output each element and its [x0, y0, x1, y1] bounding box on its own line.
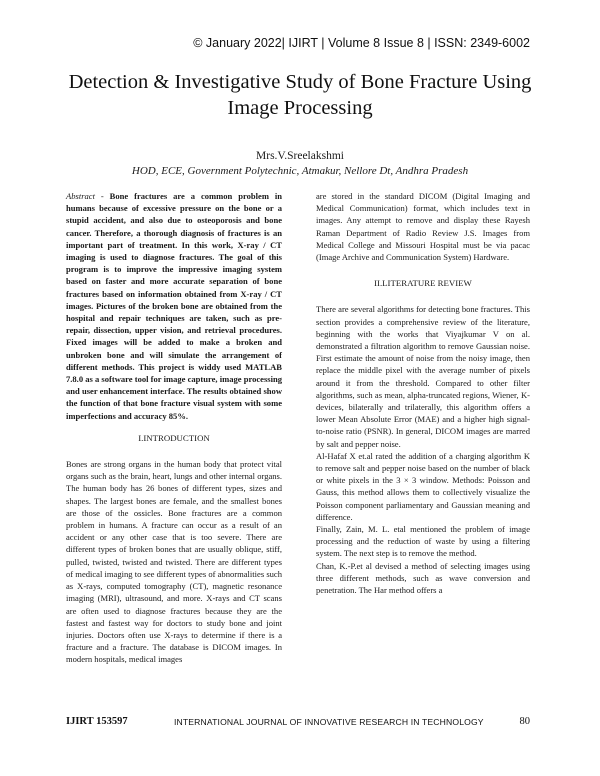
abstract-text: Bone fractures are a common problem in humans because of excessive pressure on the bone or a stupid accident, and also due to osteoporosis and bone cancer. Therefore, a thorough diagnosis of fractures is an important part of treatment. In this work, X-ray / CT imaging is used to diagnose fractures. The goal of this program is to improve the impressive imaging system based on faster and more accurate separation of bone fractures based on information obtained from X-ray / CT images. Pictures of the broken bone are obtained from the hospital and repair techniques are taken, such as pre-repair, dissection, upper vision, and retrieval procedures. Fixed images will be added to make a broken and unbroken bone and will simulate the arrangement of different methods. This project is widdy used MATLAB 7.8.0 as a software tool for image capture, image processing and user enhancement interface. The results obtained show the function of that bone fracture visual system with some imperfections and accuracy 85%.	[66, 191, 282, 421]
journal-citation-header: © January 2022| IJIRT | Volume 8 Issue 8 | ISSN: 2349-6002	[193, 36, 530, 50]
author-affiliation: HOD, ECE, Government Polytechnic, Atmakur, Nellore Dt, Andhra Pradesh	[131, 165, 469, 177]
introduction-continued-text: are stored in the standard DICOM (Digital Imaging and Medical Communication) format, which includes text in images. Any attempt to remove and display these Rayesh Raman Department of Radio Review J.S. Images from Medical College and Missouri Hospital must be via pacac (Image Archive and Communication System) Hardware.	[316, 191, 530, 263]
author-name: Mrs.V.Sreelakshmi	[256, 150, 344, 162]
left-column	[66, 190, 282, 666]
right-column	[316, 190, 530, 596]
literature-paragraph-1: There are several algorithms for detecting bone fractures. This section provides a comprehensive review of the literature, beginning with the works that Viyajkumar V on al. demonstrated a filtration algorithm to remove Gaussian noise. First estimate the amount of noise from the noisy image, then replace the middle pixel with the average number of pixels around it from the threshold. Compared to other filter algorithms, such as mean, alpha-truncated regions, Wiener, K-devices, bilaterally and trilaterally, this algorithm offers a lower Mean Absolute Error (MAE) and a higher high signal-to-noise ratio (PSNR). In general, DICOM images are marred by salt and pepper noise.	[316, 304, 530, 449]
page-number: 80	[519, 716, 530, 727]
literature-paragraph-2: Al-Hafaf X et.al rated the addition of a charging algorithm K to remove salt and pepper noise based on the number of black or white pixels in the 3 × 3 window. Methods: Poisson and Gauss, this method allows them to collectively visualize the Poisson component parliamentary and Gaussian meaning and difference.	[316, 450, 530, 522]
literature-review-heading: II.LITERATURE REVIEW	[374, 278, 472, 289]
introduction-heading: I.INTRODUCTION	[138, 432, 210, 443]
abstract	[66, 190, 282, 422]
introduction-text: Bones are strong organs in the human body that protect vital organs such as the brain, heart, lungs and other internal organs. The human body has 26 bones of different types, sizes and shapes. The largest bones are female, and the smallest bones are those of the ossicles. Bone fractures are a common problem in humans. A fracture can occur as a result of an accident or any other case that is too severe. There are different types of broken bones that are usually oblique, stiff, pulled, twisted, twisted and twisted. There are different types of medical imaging to see different types of abnormalities such as X-rays, computed tomography (CT), magnetic resonance imaging (MRI), ultrasound, and more. X-rays and CT scans are often used to diagnose fractures because they are the fastest and fastest way for doctors to study bone and joint injuries. Doctors often use X-rays to determine if there is a fracture and a fracture. The database is DICOM images. In modern hospitals, medical images	[66, 459, 282, 665]
paper-id: IJIRT 153597	[66, 716, 128, 727]
literature-paragraph-3: Finally, Zain, M. L. etal mentioned the problem of image processing and the reduction of waste by using a filtering system. The next step is to remove the method.	[316, 524, 530, 559]
paper-title: Detection & Investigative Study of Bone Fracture Using Image Processing	[68, 71, 532, 119]
abstract-label: Abstract -	[66, 191, 104, 201]
literature-paragraph-4: Chan, K.-P.et al devised a method of selecting images using three different methods, such as wave conversion and penetration. The Har method offers a	[316, 560, 530, 596]
journal-name: INTERNATIONAL JOURNAL OF INNOVATIVE RESEARCH IN TECHNOLOGY	[174, 717, 484, 727]
